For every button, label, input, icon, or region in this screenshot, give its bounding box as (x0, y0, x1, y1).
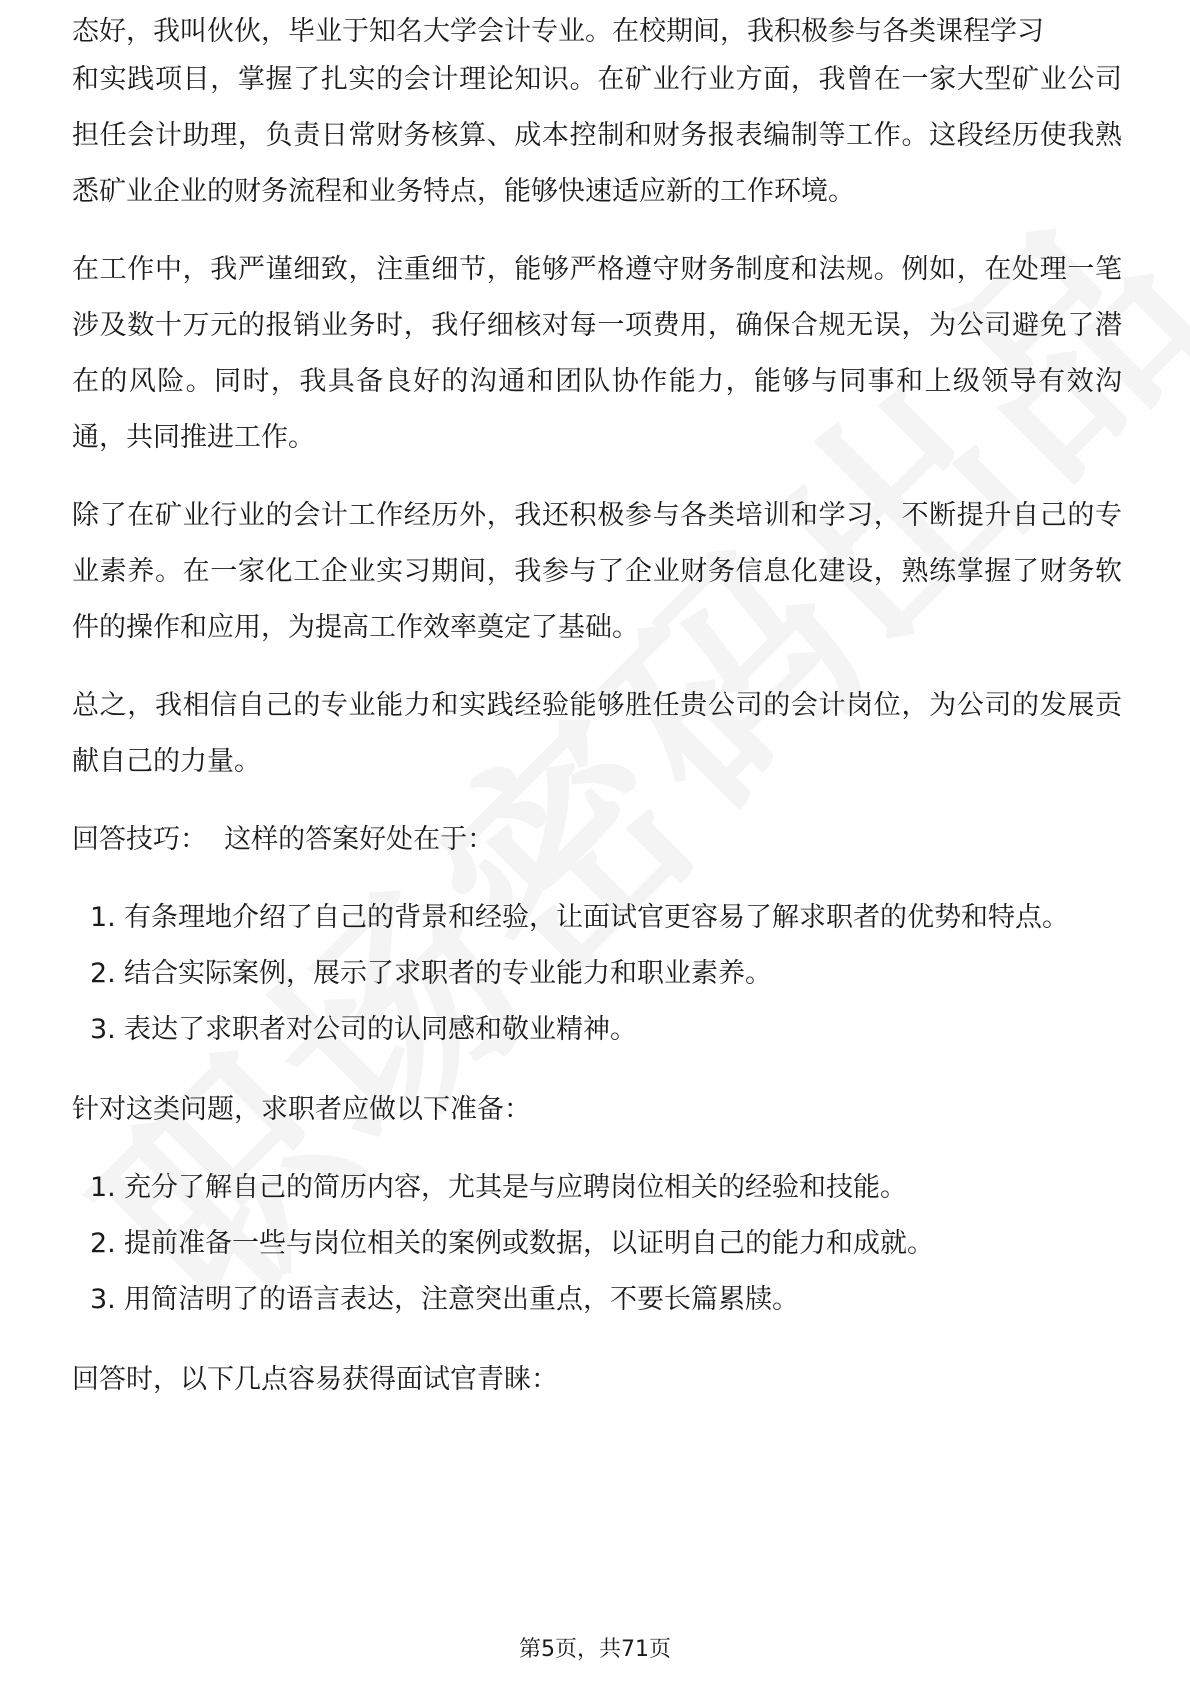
answer-heading: 回答时，以下几点容易获得面试官青睐： (72, 1364, 558, 1395)
page-content (72, 16, 1122, 1430)
list-number: 3. (90, 1014, 116, 1045)
tips-heading: 回答技巧： 这样的答案好处在于： (72, 824, 495, 855)
prep-heading: 针对这类问题，求职者应做以下准备： (72, 1094, 531, 1125)
list-item-text: 充分了解自己的简历内容，尤其是与应聘岗位相关的经验和技能。 (124, 1172, 907, 1203)
list-item (72, 1002, 1122, 1058)
list-item-text: 结合实际案例，展示了求职者的专业能力和职业素养。 (124, 958, 772, 989)
paragraph-work-attitude: 在工作中，我严谨细致，注重细节，能够严格遵守财务制度和法规。例如，在处理一笔涉及数十万元的报销业务时，我仔细核对每一项费用，确保合规无误，为公司避免了潜在的风险。同时，我具备良好的沟通和团队协作能力，能够与同事和上级领导有效沟通，共同推进工作。 (72, 254, 1122, 453)
list-item-text: 表达了求职者对公司的认同感和敬业精神。 (124, 1014, 637, 1045)
paragraph-summary: 总之，我相信自己的专业能力和实践经验能够胜任贵公司的会计岗位，为公司的发展贡献自己的力量。 (72, 690, 1122, 777)
list-item (72, 1216, 1122, 1272)
paragraph-experience: 和实践项目，掌握了扎实的会计理论知识。在矿业行业方面，我曾在一家大型矿业公司担任会计助理，负责日常财务核算、成本控制和财务报表编制等工作。这段经历使我熟悉矿业企业的财务流程和业务特点，能够快速适应新的工作环境。 (72, 64, 1122, 207)
list-number: 1. (90, 902, 116, 933)
list-item (72, 1272, 1122, 1328)
list-item-text: 用简洁明了的语言表达，注意突出重点，不要长篇累牍。 (124, 1284, 799, 1315)
prep-list (72, 1160, 1122, 1328)
list-number: 2. (90, 1228, 116, 1259)
list-item-text: 有条理地介绍了自己的背景和经验，让面试官更容易了解求职者的优势和特点。 (124, 902, 1069, 933)
list-number: 3. (90, 1284, 116, 1315)
list-item (72, 946, 1122, 1002)
list-item-text: 提前准备一些与岗位相关的案例或数据，以证明自己的能力和成就。 (124, 1228, 934, 1259)
tips-list (72, 890, 1122, 1058)
paragraph-training: 除了在矿业行业的会计工作经历外，我还积极参与各类培训和学习，不断提升自己的专业素养。在一家化工企业实习期间，我参与了企业财务信息化建设，熟练掌握了财务软件的操作和应用，为提高工作效率奠定了基础。 (72, 500, 1122, 643)
list-item (72, 890, 1122, 946)
list-number: 1. (90, 1172, 116, 1203)
paragraph-partial-top: 态好，我叫伙伙，毕业于知名大学会计专业。在校期间，我积极参与各类课程学习 (72, 16, 1044, 47)
list-number: 2. (90, 958, 116, 989)
page-number-footer: 第5页，共71页 (519, 1637, 671, 1662)
list-item (72, 1160, 1122, 1216)
